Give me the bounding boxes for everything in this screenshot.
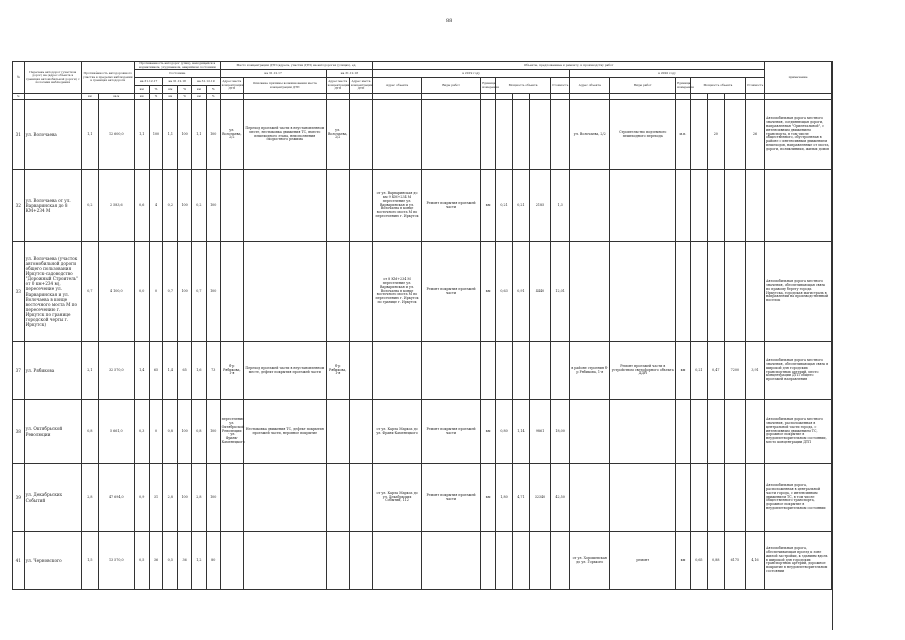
cell-name: ул. Волочаева от ул. Варваринская до 8 КМ+234 М	[24, 170, 81, 242]
cell-o1-l: 9861	[529, 400, 550, 464]
cell-o1-addr	[373, 100, 422, 170]
cell-o1-cost	[551, 342, 570, 400]
cell-o1-m	[512, 342, 529, 400]
cell-dtp-addr: б-р Рябикова, 1-я	[220, 342, 243, 400]
cell-o1-addr: от 8 КМ+234 М пересечение ул. Варваринская и ул. Волочаева в конце восточного моста М по пересечению г. Иркутск по границе г. Иркутск	[373, 242, 422, 342]
cell-p2: 65	[178, 342, 192, 400]
cell-o1-l	[529, 100, 550, 170]
cell-o2-l	[724, 464, 745, 532]
cell-p3: 73	[206, 342, 220, 400]
cell-o2-work	[610, 242, 676, 342]
table-row	[13, 400, 832, 464]
cell-o1-q: 0,21	[496, 170, 513, 242]
cell-o2-m: 0,88	[707, 532, 724, 590]
cell-o1-cost: 1,3	[551, 170, 570, 242]
cell-o2-unit: км	[676, 532, 691, 590]
cell-o2-q: 0,21	[690, 342, 707, 400]
table-row	[13, 170, 832, 242]
cell-n: 31	[13, 100, 25, 170]
cell-o2-unit	[676, 400, 691, 464]
cell-o2-cost: 3,91	[745, 342, 764, 400]
cell-p1: 4	[149, 170, 163, 242]
hdr-obj2-works: Виды работ	[610, 78, 676, 94]
cell-dtp-addr2	[326, 464, 349, 532]
table-row	[13, 342, 832, 400]
cell-area: 4 100,0	[98, 242, 134, 342]
cell-o1-work	[421, 100, 480, 170]
hdr-note: примечание	[765, 62, 832, 94]
cell-n: 32	[13, 170, 25, 242]
cell-o1-m: 4,71	[512, 464, 529, 532]
cell-o1-m	[512, 532, 529, 590]
cell-area: 13 570,0	[98, 532, 134, 590]
hdr-obj1-works: Виды работ	[421, 78, 480, 94]
cell-o2-cost	[745, 242, 764, 342]
cell-o2-cost	[745, 170, 764, 242]
cell-dtp-addr: пересечение ул. Октябрьской Революции - ул. Франк-Каменецкого	[220, 400, 243, 464]
table-right-edge	[832, 61, 834, 630]
cell-o1-q: 1,80	[496, 464, 513, 532]
cell-o1-unit	[481, 100, 496, 170]
cell-dtp-cause: Переход проезжей части в неустановленном месте, дефект покрытия проезжей части	[243, 342, 326, 400]
cell-a1: 0,3	[134, 400, 149, 464]
cell-o2-cost: 26	[745, 100, 764, 170]
cell-a3: 1,6	[191, 342, 206, 400]
cell-o2-q	[690, 170, 707, 242]
cell-dtp-cause	[243, 464, 326, 532]
cell-o2-unit	[676, 170, 691, 242]
cell-n: 41	[13, 532, 25, 590]
cell-o1-m: 0,21	[512, 170, 529, 242]
cell-len: 0,7	[81, 242, 98, 342]
cell-o1-q: 0,80	[496, 400, 513, 464]
hdr-obj-group: Объекты, предложенные к ремонту, к производству работ	[373, 62, 765, 70]
num-cell-km-1: км	[134, 94, 149, 100]
cell-p3: 100	[206, 464, 220, 532]
num-cell: №	[13, 94, 25, 100]
cell-area: 47 694,0	[98, 464, 134, 532]
cell-o2-q	[690, 464, 707, 532]
cell-p1: 0	[149, 400, 163, 464]
hdr-year-2: в 2020 году	[570, 70, 765, 78]
cell-len: 2,8	[81, 464, 98, 532]
hdr-obj2-addr: Адрес объекта	[570, 78, 610, 94]
hdr-name: Перечень автодорог (участков дорог) на (адрес объекта в границах автомобильной дороги) с полосами наблюдения	[24, 62, 81, 94]
cell-a1: 0,6	[134, 170, 149, 242]
page-number: 88	[446, 18, 453, 24]
cell-o1-cost: 12,01	[551, 242, 570, 342]
hdr-unit-pct-3: %	[206, 86, 220, 94]
cell-empty	[349, 170, 372, 242]
hdr-dtp-sub-b: на 31.12.18	[326, 70, 373, 78]
cell-o1-work	[421, 532, 480, 590]
cell-o1-cost	[551, 532, 570, 590]
cell-o2-cost	[745, 400, 764, 464]
cell-o2-unit	[676, 464, 691, 532]
cell-o2-work: Ремонт проезжей части в устройством светофорного объекта ДДН	[610, 342, 676, 400]
cell-o2-work: ремонт	[610, 532, 676, 590]
cell-o2-addr	[570, 464, 610, 532]
cell-o2-q	[690, 242, 707, 342]
cell-empty	[349, 242, 372, 342]
cell-empty	[349, 400, 372, 464]
cell-p3: 100	[206, 242, 220, 342]
hdr-obj1-addr: Адрес объекта	[373, 78, 422, 94]
cell-n: 33	[13, 242, 25, 342]
hdr-dtp-cause: Описание причины возникновения места концентрации ДТП	[243, 78, 326, 94]
cell-name: ул. Рябикова	[24, 342, 81, 400]
cell-o1-q	[496, 342, 513, 400]
table-row	[13, 532, 832, 590]
cell-area: 2 583,6	[98, 170, 134, 242]
hdr-obj2-unit: Единица измерения	[676, 78, 691, 94]
cell-a2: 1,1	[163, 100, 178, 170]
cell-p2: 36	[178, 532, 192, 590]
cell-o2-m	[707, 170, 724, 242]
cell-o2-cost	[745, 464, 764, 532]
cell-o1-l	[529, 532, 550, 590]
hdr-unit-km-1: км	[134, 86, 149, 94]
cell-o1-l: 32340	[529, 464, 550, 532]
cell-note: Автомобильная дорога местного значения, обеспечивающая связь по правому берегу города Иркутска, городская магистраль в направлении на производственный поселок	[765, 242, 832, 342]
cell-p3: 100	[206, 170, 220, 242]
cell-p1: 31	[149, 464, 163, 532]
cell-a2: 1,4	[163, 342, 178, 400]
num-cell-pct-1: %	[149, 94, 163, 100]
cell-o1-work	[421, 342, 480, 400]
cell-p2: 100	[178, 464, 192, 532]
cell-name: ул. Октябрьской Революции	[24, 400, 81, 464]
hdr-obj2-cost: Стоимость	[745, 78, 764, 94]
cell-dtp-cause	[243, 532, 326, 590]
num-cell-km-2: км	[163, 94, 178, 100]
cell-note: Автомобильная дорога, расположенная в центральной части города, с интенсивным движением ТС, в том числе общественного транспорта, дорожное покрытие в неудовлетворительном состоянии	[765, 464, 832, 532]
hdr-dtp-addr: Адрес места концентрации ДТП	[220, 78, 243, 94]
cell-o1-addr: от ул. Карла Маркса до ул. Декабрьских Событий, 112	[373, 464, 422, 532]
cell-o2-l	[724, 100, 745, 170]
cell-o1-work: Ремонт покрытия проезжей части	[421, 400, 480, 464]
cell-o2-unit: м.п.	[676, 100, 691, 170]
cell-len: 0,8	[81, 400, 98, 464]
cell-o1-work: Ремонт покрытия проезжей части	[421, 464, 480, 532]
cell-len: 0,2	[81, 170, 98, 242]
cell-o1-cost	[551, 100, 570, 170]
cell-o2-q	[690, 400, 707, 464]
cell-n: 38	[13, 400, 25, 464]
cell-a1: 1,1	[134, 100, 149, 170]
hdr-num: №	[13, 62, 25, 94]
cell-a3: 0,7	[191, 242, 206, 342]
cell-o1-unit	[481, 532, 496, 590]
cell-o1-m	[512, 100, 529, 170]
cell-p2: 100	[178, 242, 192, 342]
cell-note: Автомобильная дорога местного значения, обеспечивающая связь в широкой для городских транспортных артерий, место концентрации ДТП общего проезжей направления	[765, 342, 832, 400]
cell-a1: 0,5	[134, 532, 149, 590]
hdr-obj1-quant: Мощность объекта	[496, 78, 551, 94]
cell-a1: 1,4	[134, 342, 149, 400]
cell-o2-unit	[676, 242, 691, 342]
cell-dtp-addr2	[326, 242, 349, 342]
hdr-obj1-cost: Стоимость	[551, 78, 570, 94]
cell-area: 12 600,0	[98, 100, 134, 170]
cell-o2-q: 0,65	[690, 532, 707, 590]
cell-o2-m	[707, 242, 724, 342]
hdr-unit-km-2: км	[163, 86, 178, 94]
cell-dtp-addr2: б-р Рябикова, 1-я	[326, 342, 349, 400]
hdr-unit-pct-2: %	[178, 86, 192, 94]
cell-dtp-cause: Нестыковка движения ТС, дефект покрытия проезжей части, неровное покрытие	[243, 400, 326, 464]
num-cell-pct-3: %	[206, 94, 220, 100]
cell-o2-addr: от ул. Хорошевская до ул. Горького	[570, 532, 610, 590]
hdr-capacity: Протяжённость автодорожного участка в пределах наблюдения в границах автодороги	[81, 62, 134, 94]
cell-o2-addr	[570, 400, 610, 464]
cell-o2-m: 0,47	[707, 342, 724, 400]
cell-o2-unit: км	[676, 342, 691, 400]
cell-len: 1,1	[81, 100, 98, 170]
cell-o1-unit: км	[481, 242, 496, 342]
cell-dtp-addr2	[326, 400, 349, 464]
cell-p1: 100	[149, 100, 163, 170]
cell-o1-l: 4440	[529, 242, 550, 342]
cell-dtp-cause: Переход проезжей части в неустановленном месте, нестыковка движения ТС, вместо пешеходного этапа, неисполнения скоростного режима	[243, 100, 326, 170]
cell-p2: 100	[178, 170, 192, 242]
cell-o1-work: Ремонт покрытия проезжей части	[421, 242, 480, 342]
cell-o2-l: 7200	[724, 342, 745, 400]
cell-dtp-addr2	[326, 532, 349, 590]
cell-dtp-cause	[243, 170, 326, 242]
data-table	[12, 61, 832, 590]
cell-p1: 65	[149, 342, 163, 400]
cell-a2: 0,8	[163, 400, 178, 464]
cell-a2: 2,8	[163, 464, 178, 532]
cell-p1: 0	[149, 242, 163, 342]
table-row	[13, 100, 832, 170]
cell-o1-unit: км	[481, 170, 496, 242]
cell-name: ул. Декабрьских Событий	[24, 464, 81, 532]
cell-empty	[349, 532, 372, 590]
cell-o1-cost: 18,00	[551, 400, 570, 464]
hdr-date-3: на 31.12.19	[191, 78, 220, 86]
cell-dtp-addr	[220, 242, 243, 342]
cell-area: 5 661,0	[98, 400, 134, 464]
cell-o2-m	[707, 400, 724, 464]
hdr-dtp-group: Место концентрации ДТП (адреса, участки ДТП) на автодорогах (улицах), ед.	[220, 62, 373, 70]
cell-a3: 0,8	[191, 400, 206, 464]
cell-o2-cost: 4,16	[745, 532, 764, 590]
hdr-dtp-addr-2: Адрес места концентрации ДТП	[326, 78, 349, 94]
hdr-date-2: на 31.12.18	[163, 78, 192, 86]
cell-o1-q: 0,63	[496, 242, 513, 342]
cell-o1-m: 1,14	[512, 400, 529, 464]
cell-o1-addr: от ул. Карла Маркса до ул. Франк-Каменецкого	[373, 400, 422, 464]
cell-note: Автомобильная дорога, обеспечивающая проезд к зоне жилой застройки, к зданиям вдоль в широкой для городских транспортных артерий, дорожное покрытие в неудовлетворительном состоянии	[765, 532, 832, 590]
cell-len: 2,1	[81, 342, 98, 400]
hdr-obj2-quant: Мощность объекта	[690, 78, 745, 94]
cell-p3: 100	[206, 400, 220, 464]
hdr-unit-pct-1: %	[149, 86, 163, 94]
cell-empty	[349, 464, 372, 532]
num-cell-km-3: км	[191, 94, 206, 100]
cell-name: ул. Волочаева (участок автомобильной дороги общего пользования Иркутск-садоводство "Дорожный Строитель" от 0 км+234 м), пересечение ул. Варваринская и ул. Волочаева в конце восточного моста М по пересечению г. Иркутск по границе городской черты г. Иркутск)	[24, 242, 81, 342]
cell-dtp-addr	[220, 532, 243, 590]
cell-o1-work: Ремонт покрытия проезжей части	[421, 170, 480, 242]
num-cell-pct-2: %	[178, 94, 192, 100]
cell-a3: 2,8	[191, 464, 206, 532]
cell-empty	[349, 342, 372, 400]
cell-o1-unit: км	[481, 400, 496, 464]
cell-n: 39	[13, 464, 25, 532]
cell-o2-work	[610, 464, 676, 532]
cell-n: 37	[13, 342, 25, 400]
hdr-ratio-group: Протяжённость автодорог (улиц), находящейся в нормативном, ухудшенном, аварийном состоянии	[134, 62, 220, 70]
cell-area: 32 570,0	[98, 342, 134, 400]
cell-dtp-addr: ул. Волочаева, 2/2	[220, 100, 243, 170]
cell-o2-addr: ул. Волочаева, 2/2	[570, 100, 610, 170]
cell-o2-l	[724, 170, 745, 242]
cell-a2: 0,2	[163, 170, 178, 242]
cell-dtp-addr2	[326, 170, 349, 242]
hdr-unit-km-3: км	[191, 86, 206, 94]
cell-o1-l	[529, 342, 550, 400]
hdr-obj1-unit: Единица измерения	[481, 78, 496, 94]
num-cell-kvm: кв.м	[98, 94, 134, 100]
cell-empty	[349, 100, 372, 170]
cell-name: ул. Волочаева	[24, 100, 81, 170]
cell-a3: 1,1	[191, 100, 206, 170]
cell-a3: 0,2	[191, 170, 206, 242]
cell-p2: 100	[178, 400, 192, 464]
cell-o2-l: 6175	[724, 532, 745, 590]
cell-dtp-addr2: ул. Волочаева, 2/2	[326, 100, 349, 170]
cell-name: ул. Черновского	[24, 532, 81, 590]
cell-len: 1,5	[81, 532, 98, 590]
cell-dtp-addr	[220, 464, 243, 532]
cell-note	[765, 170, 832, 242]
table-row	[13, 242, 832, 342]
cell-o1-l: 2185	[529, 170, 550, 242]
cell-o1-addr	[373, 342, 422, 400]
cell-o2-m: 20	[707, 100, 724, 170]
cell-o1-unit	[481, 342, 496, 400]
cell-a1: 0,9	[134, 464, 149, 532]
cell-o1-addr: от ул. Варваринская до км 9 КМ+234 М пересечение ул. Варваринская и ул. Волочаева в конце восточного моста М по пересечению г. Иркутск	[373, 170, 422, 242]
cell-o1-q	[496, 532, 513, 590]
cell-a2: 0,5	[163, 532, 178, 590]
cell-a3: 1,2	[191, 532, 206, 590]
hdr-by-date: Состояние	[134, 70, 220, 78]
cell-p2: 100	[178, 100, 192, 170]
hdr-dtp-sub-a: на 31.12.17	[220, 70, 326, 78]
cell-o2-l	[724, 400, 745, 464]
cell-o2-work: Строительство подземного пешеходного перехода	[610, 100, 676, 170]
cell-o1-addr	[373, 532, 422, 590]
cell-o1-m: 0,91	[512, 242, 529, 342]
cell-o2-work	[610, 170, 676, 242]
cell-o2-l	[724, 242, 745, 342]
cell-note: Автомобильная дорога местного значения, расположенная в центральной части города, с интенсивным движением ТС, дорожное покрытие в неудовлетворительном состоянии, место концентрации ДТП	[765, 400, 832, 464]
cell-o2-work	[610, 400, 676, 464]
cell-p3: 100	[206, 100, 220, 170]
hdr-year-1: в 2019 году	[373, 70, 570, 78]
cell-p3: 80	[206, 532, 220, 590]
cell-o1-cost: 42,50	[551, 464, 570, 532]
cell-o2-q	[690, 100, 707, 170]
cell-o1-q	[496, 100, 513, 170]
cell-o2-addr	[570, 170, 610, 242]
num-cell-km: км	[81, 94, 98, 100]
cell-o1-unit: км	[481, 464, 496, 532]
cell-p1: 36	[149, 532, 163, 590]
cell-o2-addr: в районе строения б-р Рябикова, 1-я	[570, 342, 610, 400]
hdr-date-1: на 31.12.17	[134, 78, 163, 86]
cell-dtp-cause	[243, 242, 326, 342]
table-row	[13, 464, 832, 532]
cell-a1: 0,0	[134, 242, 149, 342]
cell-o2-m	[707, 464, 724, 532]
cell-note: Автомобильная дорога местного значения, соединяющая дороги, направленная "Ориентальной", с интенсивным движением транспорта, в том числе общественного, обустроенная в районе с интенсивным движением пешеходов, направленные от моста, дороги, поликлиники, жилых домов	[765, 100, 832, 170]
hdr-dtp-addr-3: Адрес места концентрации ДТП	[349, 78, 372, 94]
cell-o2-addr	[570, 242, 610, 342]
cell-a2: 0,7	[163, 242, 178, 342]
cell-dtp-addr	[220, 170, 243, 242]
